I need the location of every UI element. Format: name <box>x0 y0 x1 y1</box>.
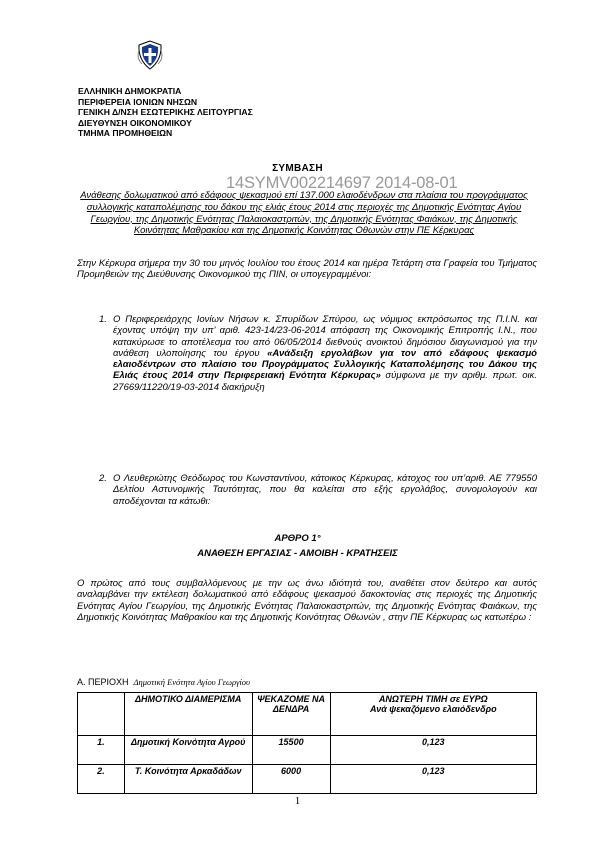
header-line: ΓΕΝΙΚΗ Δ/ΝΣΗ ΕΣΩΤΕΡΙΚΗΣ ΛΕΙΤΟΥΡΓΙΑΣ <box>78 107 253 118</box>
item-number: 1. <box>99 314 107 325</box>
table-header-cell: ΔΗΜΟΤΙΚΟ ΔΙΑΜΕΡΙΣΜΑ <box>124 693 252 736</box>
document-title: ΣΥΜΒΑΣΗ <box>272 163 323 174</box>
party-one-text: Ο Περιφερειάρχης Ιονίων Νήσων κ. Σπυρίδων Σπύρου, ως νόμιμος εκπρόσωπος της Π.Ι.Ν. και έχοντας υπόψη την υπ’ αριθ. 423-14/23-06-2014 απόφαση της Οικονομικής Επιτροπής Ι.Ν., που κατακύρωσε το αποτέλεσμα του από 06/05/2014 διεθνούς ανοικτού δημόσιου διαγωνισμού για την ανάθεση υλοποίησης του έργου <box>113 314 537 359</box>
table-header-cell: ΑΝΩΤΕΡΗ ΤΙΜΗ σε ΕΥΡΩ Ανά ψεκαζόμενο ελαιόδενδρο <box>330 693 536 736</box>
contract-subject: Ανάθεσης δολωματικού από εδάφους ψεκασμού επί 137.000 ελαιοδένδρων στα πλαίσια του προγράμματος συλλογικής καταπολέμησης του δάκου της ελιάς έτους 2014 στις περιοχές της Δημοτικής Ενότητας Αγίου Γεωργίου, της Δημοτικής Ενότητας Παλαιοκαστριτών, της Δημοτικής Ενότητας Φαιάκων, της Δημοτικής Κοινότητας Μαθρακίου και της Δημοτικής Κοινότητας Οθωνών στην ΠΕ Κέρκυρας <box>80 190 528 237</box>
area-label <box>77 677 250 687</box>
header-line: ΠΕΡΙΦΕΡΕΙΑ ΙΟΝΙΩΝ ΝΗΣΩΝ <box>78 96 198 107</box>
row-community: Τ. Κοινότητα Αρκαδάδων <box>124 765 252 794</box>
header-line: ΤΜΗΜΑ ΠΡΟΜΗΘΕΙΩΝ <box>78 128 173 139</box>
row-community: Δημοτική Κοινότητα Αγρού <box>124 736 252 765</box>
article-paragraph: Ο πρώτος από τους συμβαλλόμενους με την ως άνω ιδιότητά του, αναθέτει στον δεύτερο και αυτός αναλαμβάνει την εκτέλεση δολωματικού από εδάφους ψεκασμού δακοκτονίας στις περιοχές της Δημοτικής Ενότητας Αγίου Γεωργίου, της Δημοτικής Ενότητας Παλαιοκαστριτών, της Δημοτικής Ενότητας Φαιάκων, της Δημοτικής Κοινότητας Μαθρακίου και της Δημοτικής Κοινότητας Οθωνών , στην ΠΕ Κέρκυρας ως κατωτέρω : <box>77 578 537 623</box>
project-title: «Ανάδειξη εργολάβων για τον από εδάφους ψεκασμό ελαιοδέντρων στο πλαίσιο του Προγράμματος Συλλογικής Καταπολέμησης του Δάκου της Ελιάς έτους 2014 στην Περιφερειακή Ενότητα Κέρκυρας» <box>113 347 537 382</box>
row-number: 1. <box>78 736 125 765</box>
ada-stamp: 14SYMV002214697 2014-08-01 <box>226 174 458 192</box>
intro-paragraph: Στην Κέρκυρα σήμερα την 30 του μηνός Ιουλίου του έτους 2014 και ημέρα Τετάρτη στα Γραφεία του Τμήματος Προμηθειών της Διεύθυνσης Οικονομικού της ΠΙΝ, οι υπογεγραμμένοι: <box>77 258 537 281</box>
table-header-cell <box>78 693 125 736</box>
table-header-cell: ΨΕΚΑΖΟΜΕ ΝΑ ΔΕΝΔΡΑ <box>252 693 330 736</box>
article-heading: ΑΝΑΘΕΣΗ ΕΡΓΑΣΙΑΣ - ΑΜΟΙΒΗ - ΚΡΑΤΗΣΕΙΣ <box>197 548 398 559</box>
row-trees: 15500 <box>252 736 330 765</box>
party-two-item: Ο Λευθεριώτης Θεόδωρος του Κωνσταντίνου, κάτοικος Κέρκυρας, κάτοχος του υπ’αριθ. ΑΕ 779550 Δελτίου Αστυνομικής Ταυτότητας, που θα καλείται στο εξής εργολάβος, συνομολογούν και αποδέχονται τα κάτωθι: <box>113 473 537 507</box>
issuer-header <box>78 86 253 139</box>
table-row <box>78 765 537 794</box>
party-one-item <box>113 314 537 393</box>
header-line: ΔΙΕΥΘΥΝΣΗ ΟΙΚΟΝΟΜΙΚΟΥ <box>78 117 192 128</box>
table-row <box>78 736 537 765</box>
header-line: ΕΛΛΗΝΙΚΗ ΔΗΜΟΚΡΑΤΙΑ <box>78 86 182 96</box>
area-prefix: Α. ΠΕΡΙΟΧΗ <box>77 677 129 687</box>
coat-of-arms-emblem <box>136 40 164 70</box>
pricing-table <box>77 692 537 794</box>
row-price: 0,123 <box>330 765 536 794</box>
row-trees: 6000 <box>252 765 330 794</box>
item-number: 2. <box>99 473 107 484</box>
page-number: 1 <box>294 795 301 807</box>
row-price: 0,123 <box>330 736 536 765</box>
table-header-row <box>78 693 537 736</box>
area-name: Δημοτική Ενότητα Αγίου Γεωργίου <box>133 677 250 687</box>
party-one-tail: σύμφωνα με την αριθμ. πρωτ. οικ. 27669/11220/19-03-2014 διακήρυξη <box>113 370 537 393</box>
row-number: 2. <box>78 765 125 794</box>
article-number: ΑΡΘΡΟ 1° <box>274 533 321 544</box>
